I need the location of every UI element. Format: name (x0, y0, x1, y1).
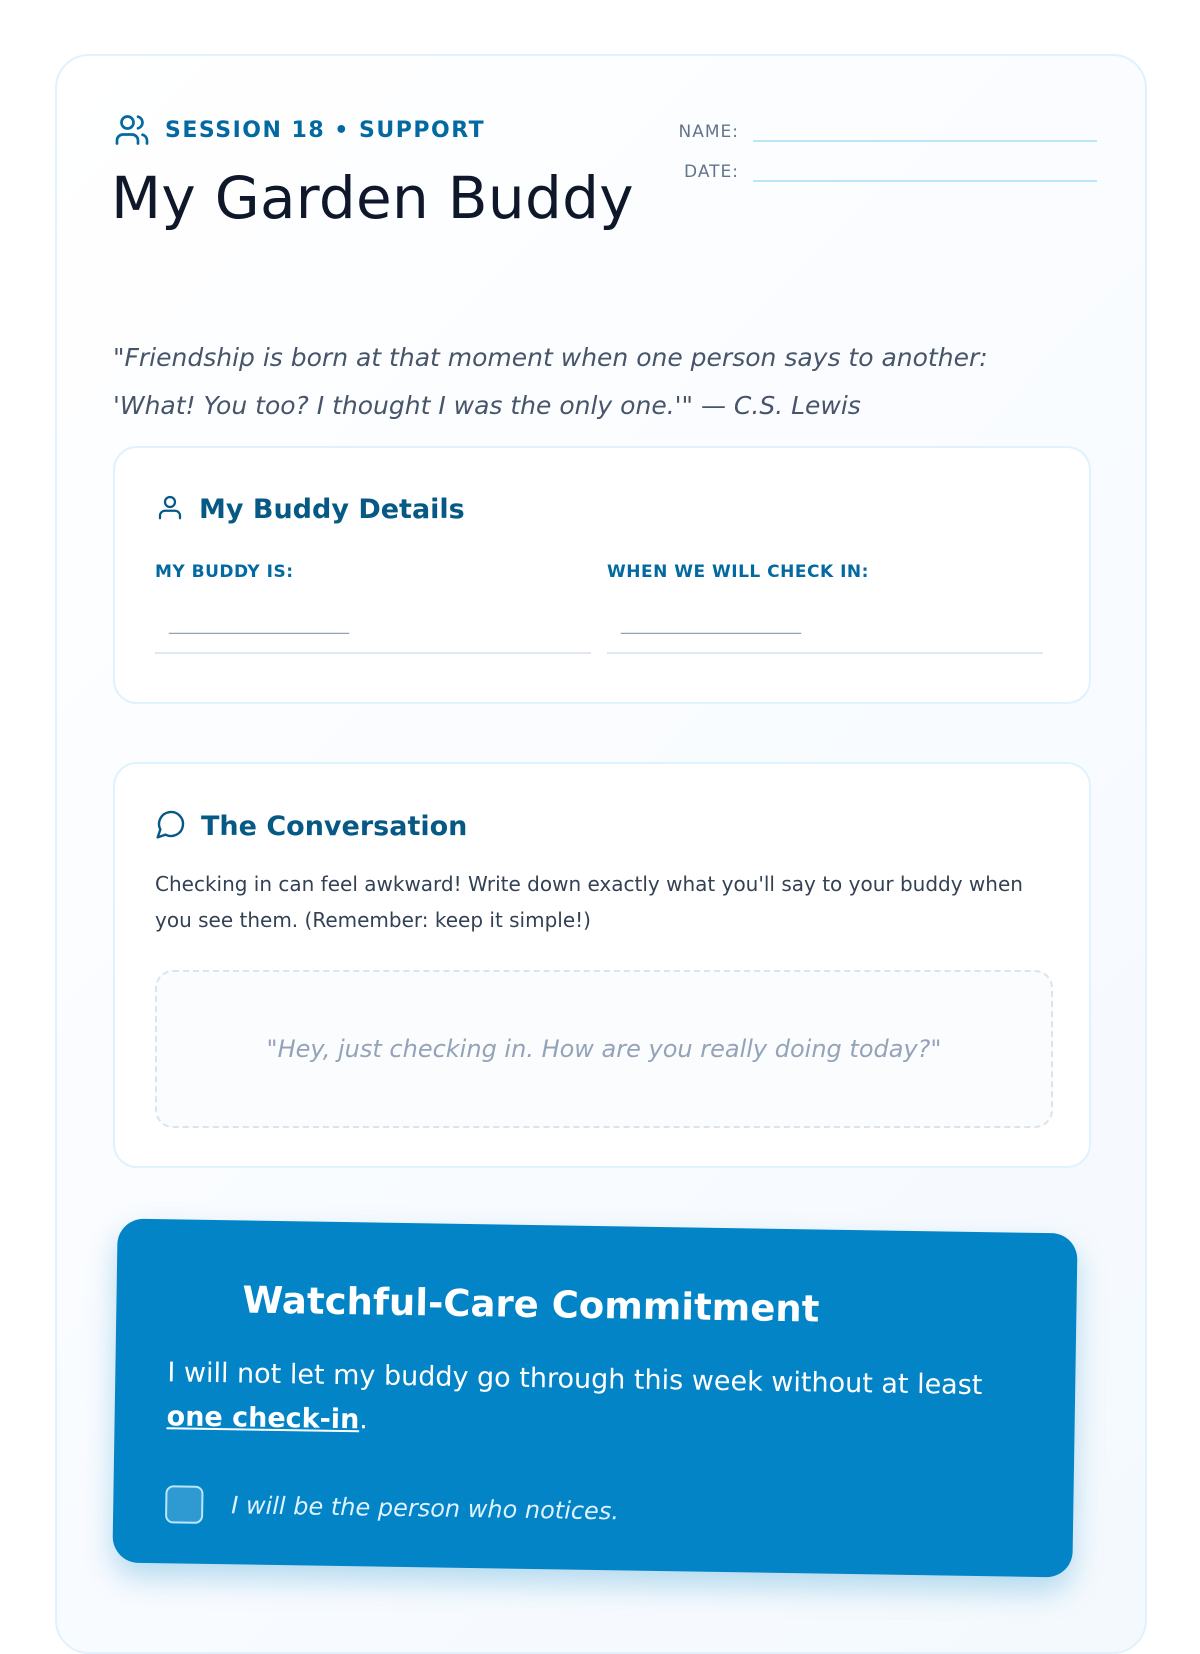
date-field[interactable] (677, 152, 1097, 192)
conversation-header (155, 808, 467, 844)
checkin-time-value: ____________________ (621, 614, 801, 635)
name-label: NAME: (678, 122, 739, 142)
users-icon (113, 112, 151, 148)
conversation-card (113, 762, 1091, 1168)
conversation-title: The Conversation (201, 810, 468, 842)
commitment-text (166, 1351, 1037, 1453)
commitment-title: Watchful-Care Commitment (242, 1278, 820, 1331)
buddy-name-value: ____________________ (169, 614, 349, 635)
worksheet (55, 54, 1147, 1654)
commitment-checkbox[interactable] (165, 1485, 204, 1524)
conversation-description: Checking in can feel awkward! Write down exactly what you'll say to your buddy when you see them. (Remember: keep it simple!) (155, 872, 1023, 932)
buddy-name-field[interactable] (155, 598, 591, 654)
buddy-details-header (155, 492, 465, 526)
page-title: My Garden Buddy (111, 164, 634, 232)
commitment-emphasis: one check-in (166, 1401, 360, 1436)
commitment-text-start: I will not let my buddy go through this week without at least (167, 1357, 983, 1402)
message-circle-icon (155, 808, 187, 844)
user-icon (155, 492, 185, 526)
commitment-card (112, 1218, 1077, 1577)
session-header (113, 112, 485, 148)
date-label: DATE: (684, 162, 739, 182)
checkin-time-field[interactable] (607, 598, 1043, 654)
date-input-line[interactable] (753, 180, 1097, 182)
commitment-text-end: . (359, 1404, 369, 1436)
name-date-fields (677, 112, 1097, 192)
buddy-label: MY BUDDY IS: (155, 562, 294, 582)
session-label: SESSION 18 • SUPPORT (165, 117, 486, 143)
buddy-details-card (113, 446, 1091, 704)
quote: "Friendship is born at that moment when one person says to another: 'What! You too? I thought I was the only one.'" — C.S. Lewis (113, 343, 988, 420)
checkin-label: WHEN WE WILL CHECK IN: (607, 562, 869, 582)
name-field[interactable] (677, 112, 1097, 152)
buddy-details-title: My Buddy Details (199, 493, 465, 525)
commitment-checkbox-row[interactable] (165, 1485, 619, 1530)
conversation-example: "Hey, just checking in. How are you really doing today?" (266, 1035, 942, 1063)
conversation-input-box[interactable] (155, 970, 1053, 1128)
commitment-checkbox-label: I will be the person who notices. (231, 1491, 620, 1526)
name-input-line[interactable] (753, 140, 1097, 142)
